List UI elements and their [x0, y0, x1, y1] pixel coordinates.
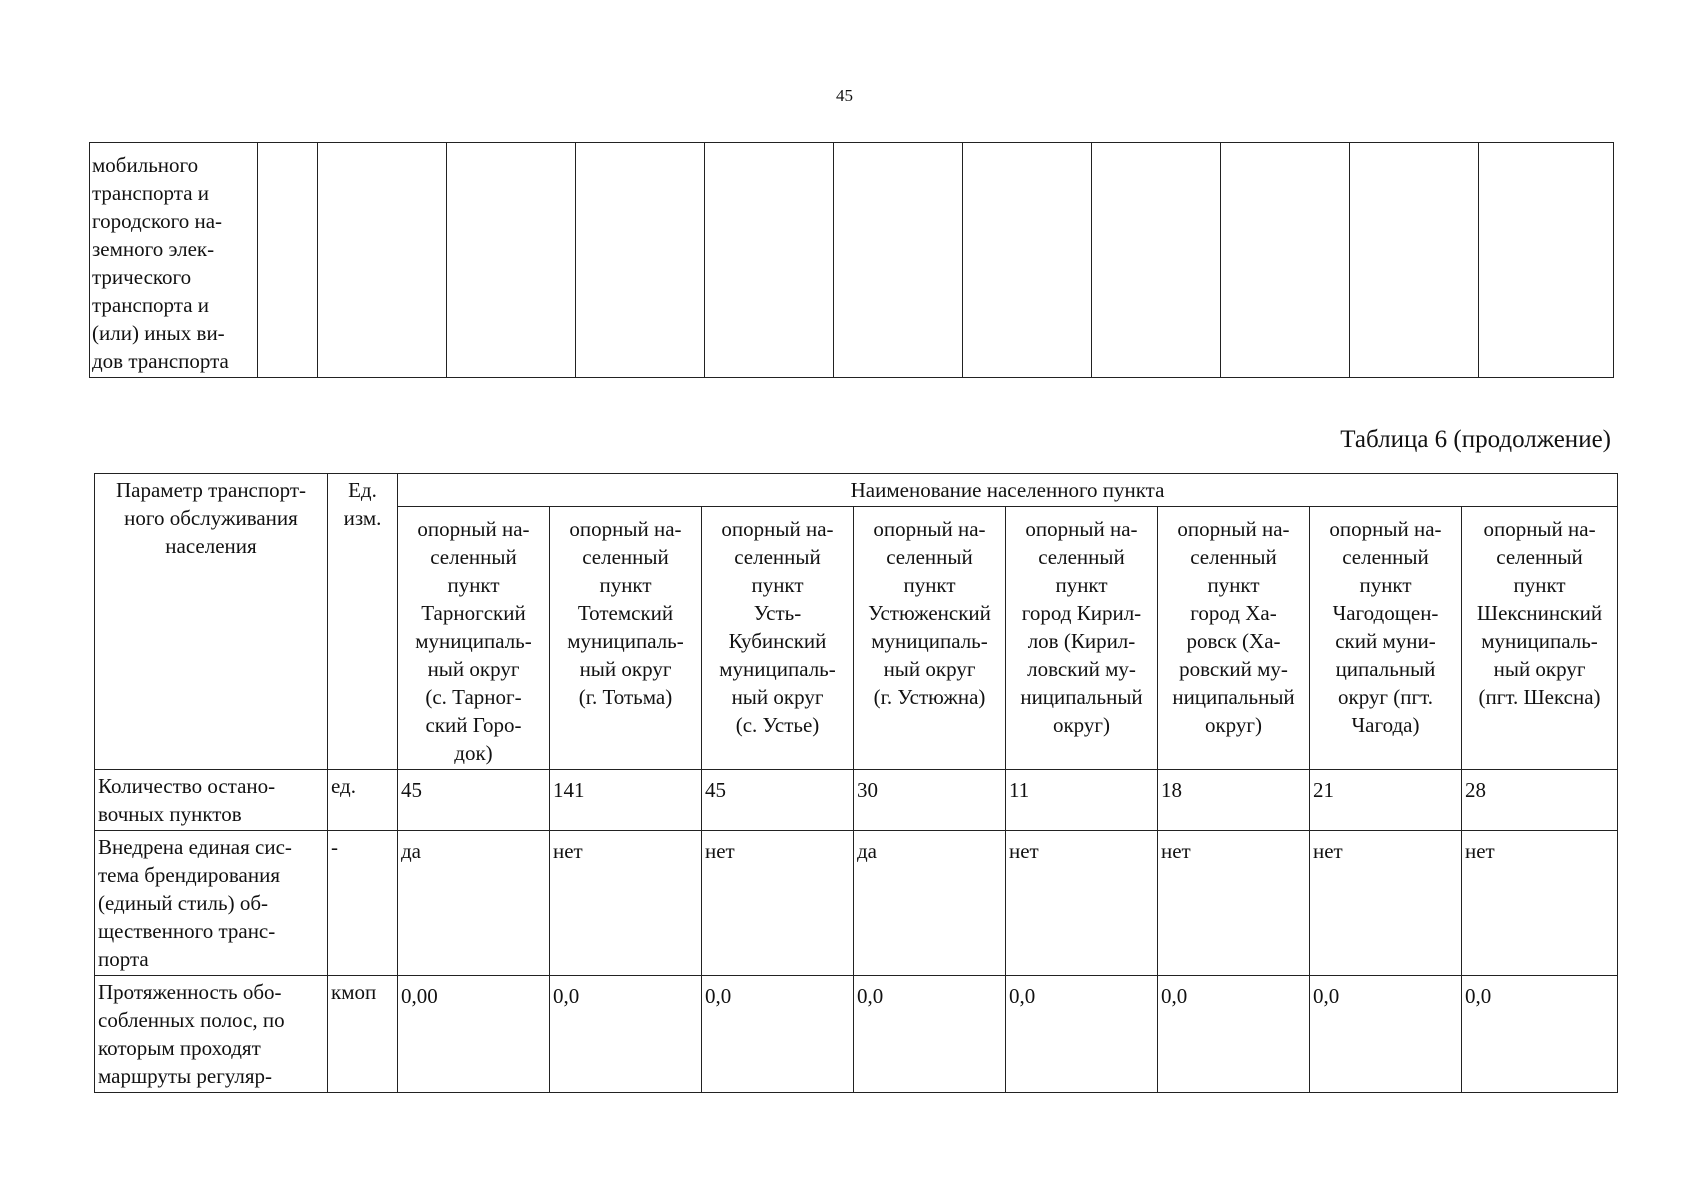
settlement-line: город Кирил-: [1021, 601, 1142, 625]
row-label-line: маршруты регуляр-: [98, 1064, 273, 1088]
settlement-line: ный округ: [1493, 657, 1586, 681]
settlement-line: Устюженский: [868, 601, 991, 625]
settlement-line: опорный на-: [1025, 517, 1138, 541]
settlement-line: пункт: [751, 573, 804, 597]
value-cell: 141: [550, 770, 702, 831]
empty-cell: [705, 143, 834, 378]
settlement-header: [550, 507, 702, 770]
settlement-line: селенный: [1342, 545, 1429, 569]
row-label: [95, 831, 328, 976]
settlement-line: Кубинский: [728, 629, 827, 653]
value-cell: 11: [1006, 770, 1158, 831]
table-row: [95, 976, 1618, 1093]
row-label-line: Протяженность обо-: [98, 980, 282, 1004]
row-label-line: Внедрена единая сис-: [98, 835, 292, 859]
settlement-line: (с. Устье): [735, 713, 820, 737]
value-cell: 18: [1158, 770, 1310, 831]
settlement-line: муниципаль-: [871, 629, 988, 653]
empty-cell: [1092, 143, 1221, 378]
row-label-line: щественного транс-: [98, 919, 276, 943]
settlement-line: ципальный: [1335, 657, 1436, 681]
unit-cell: кмоп: [328, 976, 398, 1093]
settlement-line: док): [454, 741, 493, 765]
settlement-line: опорный на-: [873, 517, 986, 541]
unit-cell: -: [328, 831, 398, 976]
settlement-header: [1158, 507, 1310, 770]
value-cell: 0,0: [1310, 976, 1462, 1093]
value-cell: 30: [854, 770, 1006, 831]
header-unit: [328, 474, 398, 770]
settlement-line: Усть-: [753, 601, 802, 625]
label-line: дов транспорта: [92, 349, 229, 373]
settlement-line: опорный на-: [1177, 517, 1290, 541]
settlement-line: Чагода): [1351, 713, 1420, 737]
table-caption: Таблица 6 (продолжение): [1340, 426, 1611, 453]
value-cell: нет: [702, 831, 854, 976]
settlement-line: ный округ: [731, 685, 824, 709]
settlement-line: (г. Тотьма): [578, 685, 673, 709]
settlement-line: муниципаль-: [719, 657, 836, 681]
settlement-line: округ): [1204, 713, 1263, 737]
settlement-line: Чагодощен-: [1332, 601, 1439, 625]
settlement-line: город Ха-: [1190, 601, 1277, 625]
value-cell: 0,0: [854, 976, 1006, 1093]
settlement-line: селенный: [430, 545, 517, 569]
settlement-line: селенный: [1190, 545, 1277, 569]
empty-cell: [447, 143, 576, 378]
settlement-line: опорный на-: [569, 517, 682, 541]
settlement-line: (пгт. Шексна): [1478, 685, 1601, 709]
header-unit-line: изм.: [343, 506, 382, 530]
transport-service-table: [94, 473, 1618, 1093]
settlement-line: Тотемский: [577, 601, 674, 625]
row-label: [95, 976, 328, 1093]
settlement-line: муниципаль-: [1481, 629, 1598, 653]
header-param-line: ного обслуживания: [124, 506, 298, 530]
row-label-line: собленных полос, по: [98, 1008, 285, 1032]
empty-cell: [318, 143, 447, 378]
header-row: [95, 474, 1618, 507]
value-cell: 0,0: [1158, 976, 1310, 1093]
settlement-line: (с. Тарног-: [425, 685, 522, 709]
settlement-line: ровск (Ха-: [1186, 629, 1281, 653]
settlement-line: пункт: [1207, 573, 1260, 597]
settlement-line: ловский му-: [1027, 657, 1136, 681]
header-settlement-group: Наименование населенного пункта: [398, 474, 1618, 507]
value-cell: нет: [550, 831, 702, 976]
settlement-line: ниципальный: [1172, 685, 1295, 709]
header-param-line: населения: [165, 534, 257, 558]
settlement-line: ный округ: [883, 657, 976, 681]
settlement-line: (г. Устюжна): [873, 685, 986, 709]
row-label-line: порта: [98, 947, 149, 971]
settlement-header: [854, 507, 1006, 770]
settlement-line: ниципальный: [1020, 685, 1143, 709]
label-line: (или) иных ви-: [92, 321, 225, 345]
row-label-line: вочных пунктов: [98, 802, 242, 826]
continuation-label-cell: [90, 143, 258, 378]
settlement-line: опорный на-: [1329, 517, 1442, 541]
header-param-line: Параметр транспорт-: [115, 478, 307, 502]
value-cell: нет: [1462, 831, 1618, 976]
label-line: мобильного: [92, 153, 199, 177]
header-unit-line: Ед.: [348, 478, 377, 502]
row-label-line: Количество остано-: [98, 774, 276, 798]
settlement-line: округ (пгт.: [1338, 685, 1433, 709]
label-line: земного элек-: [92, 237, 215, 261]
settlement-line: Тарногский: [421, 601, 526, 625]
value-cell: нет: [1158, 831, 1310, 976]
unit-cell: ед.: [328, 770, 398, 831]
settlement-line: опорный на-: [721, 517, 834, 541]
label-line: трического: [92, 265, 192, 289]
empty-cell: [1350, 143, 1479, 378]
empty-cell: [258, 143, 318, 378]
header-param: [95, 474, 328, 770]
settlement-line: муниципаль-: [415, 629, 532, 653]
value-cell: 0,0: [550, 976, 702, 1093]
settlement-line: муниципаль-: [567, 629, 684, 653]
settlement-line: пункт: [903, 573, 956, 597]
row-label-line: которым проходят: [98, 1036, 261, 1060]
settlement-line: селенный: [1038, 545, 1125, 569]
value-cell: да: [854, 831, 1006, 976]
settlement-line: ский Горо-: [425, 713, 522, 737]
settlement-line: пункт: [1513, 573, 1566, 597]
settlement-line: селенный: [734, 545, 821, 569]
empty-cell: [963, 143, 1092, 378]
value-cell: 0,0: [702, 976, 854, 1093]
label-line: транспорта и: [92, 293, 210, 317]
settlement-header: [1462, 507, 1618, 770]
value-cell: нет: [1006, 831, 1158, 976]
empty-cell: [1221, 143, 1350, 378]
settlement-line: ный округ: [427, 657, 520, 681]
continuation-table: [89, 142, 1614, 378]
value-cell: нет: [1310, 831, 1462, 976]
settlement-line: пункт: [599, 573, 652, 597]
value-cell: 0,0: [1462, 976, 1618, 1093]
value-cell: да: [398, 831, 550, 976]
label-line: городского на-: [92, 209, 223, 233]
empty-cell: [834, 143, 963, 378]
value-cell: 0,00: [398, 976, 550, 1093]
empty-cell: [1479, 143, 1614, 378]
settlement-line: ский муни-: [1335, 629, 1436, 653]
settlement-line: ный округ: [579, 657, 672, 681]
row-label: [95, 770, 328, 831]
settlement-line: Шекснинский: [1476, 601, 1603, 625]
settlement-line: лов (Кирил-: [1027, 629, 1136, 653]
value-cell: 45: [398, 770, 550, 831]
settlement-line: селенный: [886, 545, 973, 569]
settlement-line: округ): [1052, 713, 1111, 737]
label-line: транспорта и: [92, 181, 210, 205]
settlement-line: пункт: [1055, 573, 1108, 597]
settlement-line: селенный: [1496, 545, 1583, 569]
value-cell: 45: [702, 770, 854, 831]
settlement-header: [1006, 507, 1158, 770]
empty-cell: [576, 143, 705, 378]
row-label-line: тема брендирования: [98, 863, 280, 887]
settlement-line: пункт: [1359, 573, 1412, 597]
settlement-header: [1310, 507, 1462, 770]
settlement-line: ровский му-: [1179, 657, 1288, 681]
value-cell: 0,0: [1006, 976, 1158, 1093]
page-number: 45: [836, 86, 853, 105]
value-cell: 28: [1462, 770, 1618, 831]
settlement-line: селенный: [582, 545, 669, 569]
table-row: [95, 831, 1618, 976]
value-cell: 21: [1310, 770, 1462, 831]
settlement-line: опорный на-: [417, 517, 530, 541]
continuation-row: [90, 143, 1614, 378]
settlement-line: пункт: [447, 573, 500, 597]
settlement-line: опорный на-: [1483, 517, 1596, 541]
settlement-header: [398, 507, 550, 770]
table-row: [95, 770, 1618, 831]
settlement-header: [702, 507, 854, 770]
row-label-line: (единый стиль) об-: [98, 891, 269, 915]
